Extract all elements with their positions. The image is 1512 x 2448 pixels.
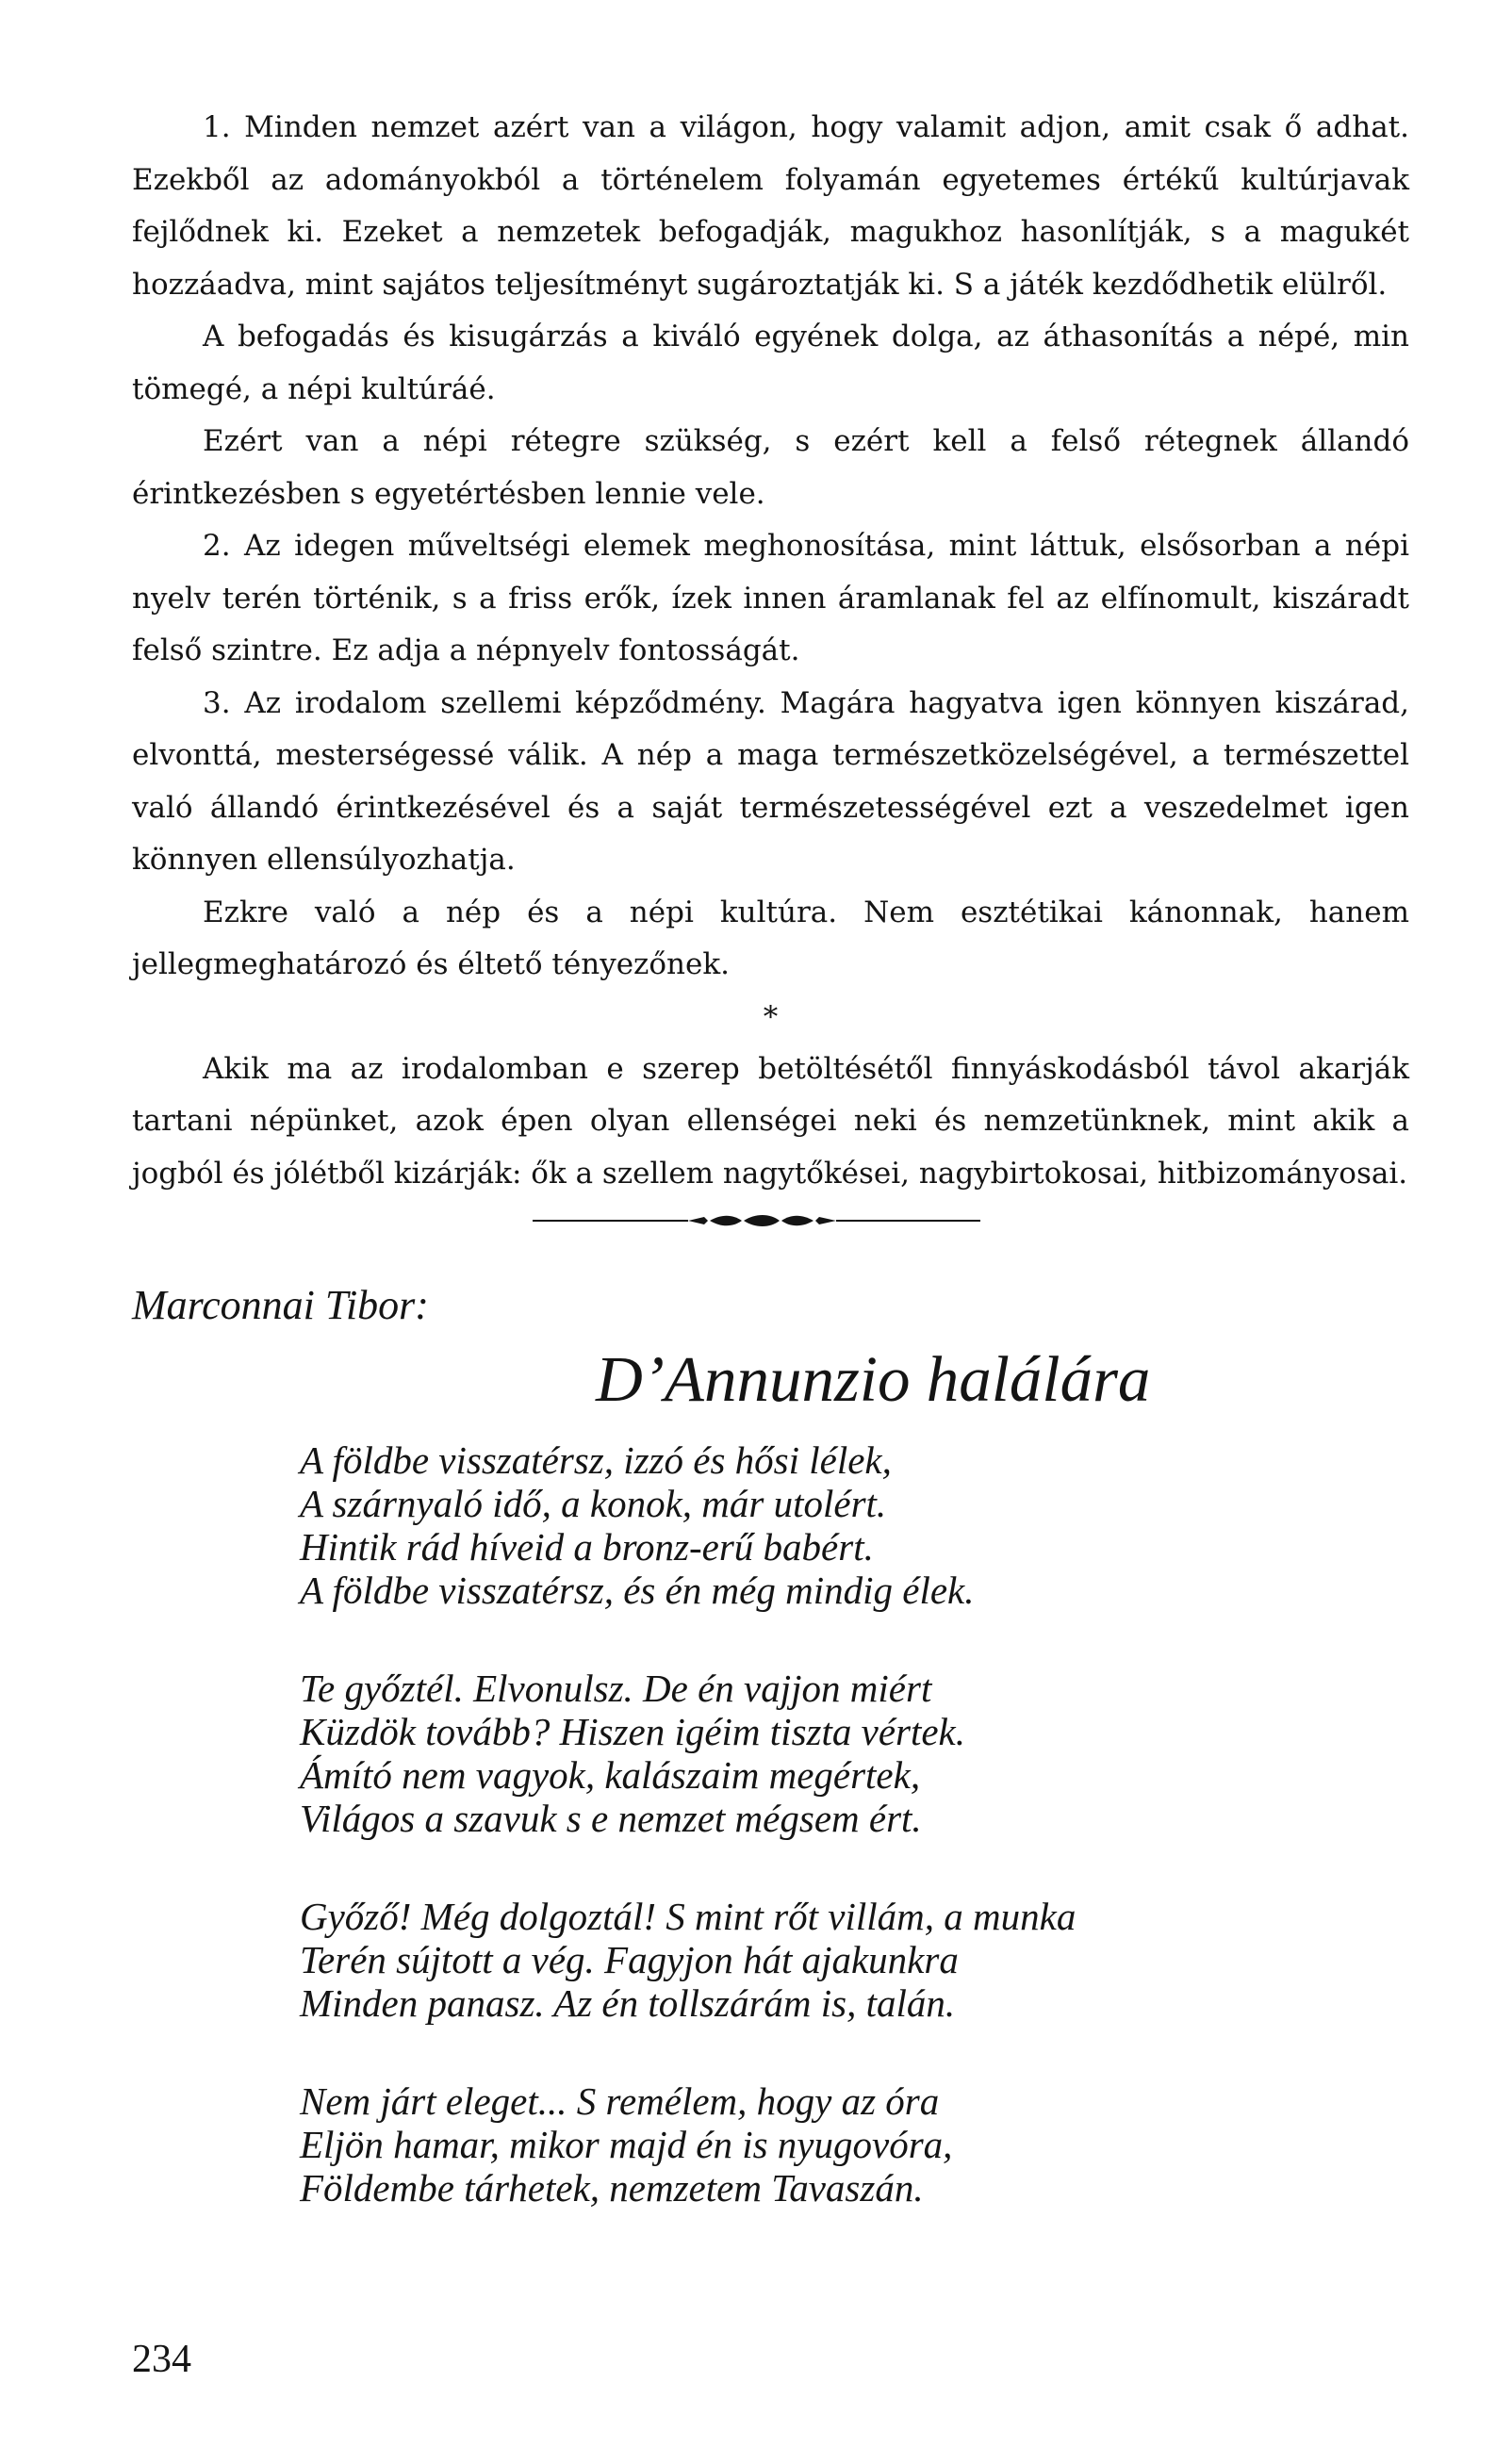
page-number: 234 [132,2338,191,2381]
poem-line: Eljön hamar, mikor majd én is nyugovóra, [300,2123,953,2166]
poem-line: Ámító nem vagyok, kalászaim megértek, [300,1753,921,1797]
stanza-2 [300,1667,1384,1840]
stanza-4 [300,2079,1384,2210]
paragraph-6: Ezkre való a nép és a népi kultúra. Nem esztétikai kánonnak, hanem jellegmeghatározó és éltető tényezőnek. [132,895,1409,981]
paragraph-3: Ezért van a népi rétegre szükség, s ezért kell a felső rétegnek állandó érintkezésben s egyetértésben lennie vele. [132,424,1409,511]
poem-line: Hintik rád híveid a bronz-erű babért. [300,1525,874,1569]
poem-line: Világos a szavuk s e nemzet mégsem ért. [300,1797,922,1840]
ornamental-divider [533,1214,980,1227]
poem-line: Küzdök tovább? Hiszen igéim tiszta vértek. [300,1710,966,1753]
paragraph-closing: Akik ma az irodalomban e szerep betöltésétől finnyáskodásból távol akarják tartani népünket, azok épen olyan ellenségei neki és nemzetünknek, mint akik a jogból és jólétből kizárják: ők a szellem nagytőkései, nagybirtokosai, hitbizományosai. [132,1051,1409,1191]
poem-body [300,1438,1384,2264]
poem-line: Terén sújtott a vég. Fagyjon hát ajakunkra [300,1938,959,1981]
poem-line: Minden panasz. Az én tollszárám is, talán. [300,1981,956,2025]
poem-line: A szárnyaló idő, a konok, már utolért. [300,1482,887,1525]
prose-section [132,102,1409,1200]
poem-line: A földbe visszatérsz, és én még mindig élek. [300,1569,975,1612]
poem-title: D’Annunzio halálára [596,1343,1151,1415]
poem-line: Győző! Még dolgoztál! S mint rőt villám, a munka [300,1895,1076,1938]
poem-author: Marconnai Tibor: [132,1282,429,1328]
paragraph-2: A befogadás és kisugárzás a kiváló egyének dolga, az áthasonítás a népé, min tömegé, a népi kultúráé. [132,320,1409,406]
section-asterisk: * [763,999,779,1034]
poem-line: Te győztél. Elvonulsz. De én vajjon miért [300,1667,932,1710]
stanza-3 [300,1895,1384,2025]
stanza-1 [300,1438,1384,1612]
paragraph-5: 3. Az irodalom szellemi képződmény. Magára hagyatva igen könnyen kiszárad, elvonttá, mesterségessé válik. A nép a maga természetközelségével, a természettel való állandó érintkezésével és a saját természetességével ezt a veszedelmet igen könnyen ellensúlyozhatja. [132,685,1409,877]
paragraph-1: 1. Minden nemzet azért van a világon, hogy valamit adjon, amit csak ő adhat. Ezekből az adományokból a történelem folyamán egyetemes értékű kultúrjavak fejlődnek ki. Ezeket a nemzetek befogadják, magukhoz hasonlítják, s a magukét hozzáadva, mint sajátos teljesítményt sugároztatják ki. S a játék kezdődhetik elülről. [132,110,1409,302]
poem-line: A földbe visszatérsz, izzó és hősi lélek, [300,1438,892,1482]
poem-line: Nem járt eleget... S remélem, hogy az óra [300,2079,940,2123]
poem-line: Földembe tárhetek, nemzetem Tavaszán. [300,2166,924,2210]
paragraph-4: 2. Az idegen műveltségi elemek meghonosítása, mint láttuk, elsősorban a népi nyelv terén történik, s a friss erők, ízek innen áramlanak fel az elfínomult, kiszáradt felső szintre. Ez adja a népnyelv fontosságát. [132,529,1409,667]
